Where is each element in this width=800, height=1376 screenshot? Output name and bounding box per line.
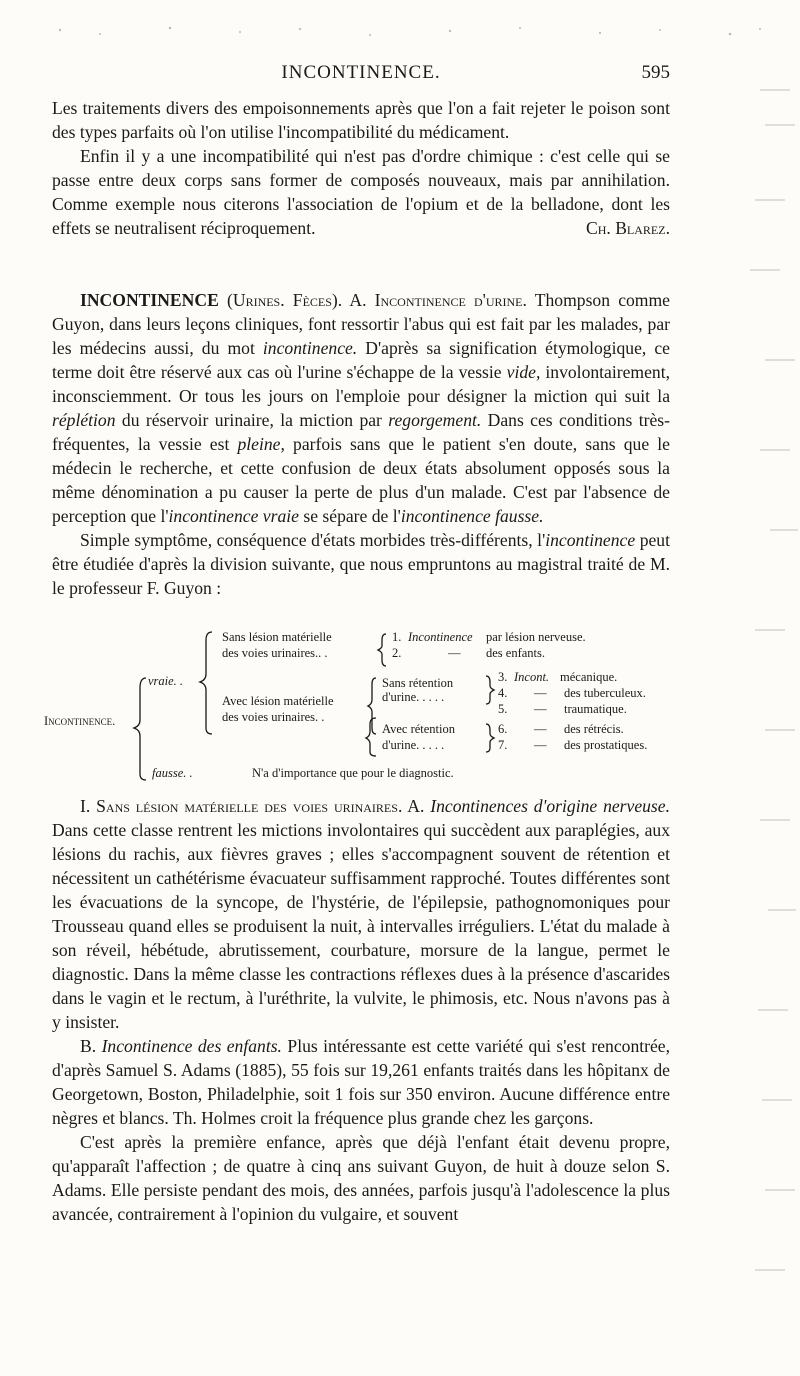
article-incontinence <box>52 288 670 600</box>
item-7-num: 7. <box>498 738 508 752</box>
section-title: Incontinences d'origine nerveuse. <box>430 796 670 816</box>
item-3-rest: mécanique. <box>560 670 618 684</box>
section-heading: B. <box>80 1036 97 1056</box>
item-1-rest: par lésion nerveuse. <box>486 630 586 644</box>
page-title: INCONTINENCE. <box>281 62 441 83</box>
item-4-dash: — <box>534 686 547 700</box>
item-6-num: 6. <box>498 722 508 736</box>
preceding-article-end <box>52 96 670 240</box>
item-7-rest: des prostatiques. <box>564 738 648 752</box>
sans-retention-1: Sans rétention <box>382 676 454 690</box>
running-header <box>52 62 670 92</box>
sans-lesion-1: Sans lésion matérielle <box>222 630 332 644</box>
avec-lesion-2: des voies urinaires. . <box>222 710 325 724</box>
avec-lesion-1: Avec lésion matérielle <box>222 694 334 708</box>
author-signature: Ch. Blarez. <box>586 218 670 238</box>
item-6-dash: — <box>534 722 547 736</box>
bleed-through-margin <box>740 30 800 1330</box>
class-vraie: vraie. . <box>148 674 184 688</box>
item-1-label: Incontinence <box>408 630 473 644</box>
class-root: Incontinence. <box>44 714 116 728</box>
item-4-rest: des tuberculeux. <box>564 686 646 700</box>
item-6-rest: des rétrécis. <box>564 722 624 736</box>
entry-subtitle: (Urines. Fèces). A. Incontinence d'urine. <box>227 290 527 310</box>
paragraph: C'est après la première enfance, après que déjà l'enfant était devenu propre, qu'apparaît l'affection ; de quatre à cinq ans suivant Guyon, de huit à douze selon S. Adams. Elle persiste pendant des mois, des années, parfois jusqu'à l'adolescence la plus avancée, contrairement à l'opinion du vulgaire, et souvent <box>52 1132 670 1224</box>
paragraph: Simple symptôme, conséquence d'états morbides très-différents, l'incontinence peut être étudiée d'après la division suivante, que nous empruntons au magistral traité de M. le professeur F. Guyon : <box>52 530 670 598</box>
section-title: Incontinence des enfants. <box>101 1036 282 1056</box>
sans-retention-2: d'urine. . . . . <box>382 690 445 704</box>
item-5-num: 5. <box>498 702 508 716</box>
item-4-num: 4. <box>498 686 508 700</box>
entry-headword: INCONTINENCE <box>80 290 219 310</box>
item-2-rest: des enfants. <box>486 646 546 660</box>
paragraph: INCONTINENCE (Urines. Fèces). A. Incontinence d'urine. Thompson comme Guyon, dans leurs leçons cliniques, font ressortir l'abus qui est fait par les malades, par les médecins aussi, du mot incontinence. D'après sa signification étymologique, ce terme doit être réservé aux cas où l'urine s'échappe de la vessie vide, involontairement, inconsciemment. Or tous les jours on l'emploie pour désigner la miction qui suit la réplétion du réservoir urinaire, la miction par regorgement. Dans ces conditions très-fréquentes, la vessie est pleine, parfois sans que le patient s'en doute, sans que le médecin le recherche, et cette confusion de deux états absolument opposés sous la même dénomination a pu causer la perte de plus d'un malade. C'est par l'absence de perception que l'incontinence vraie se sépare de l'incontinence fausse. <box>52 290 670 526</box>
class-fausse: fausse. . <box>152 766 193 780</box>
paragraph: I. Sans lésion matérielle des voies urinaires. A. Incontinences d'origine nerveuse. Dans cette classe rentrent les mictions involontaires qui succèdent aux paraplégies, aux lésions du rachis, aux fièvres graves ; elles s'accompagnent souvent de rétention et nécessitent un cathétérisme évacuateur suffisamment rapproché. Toutes différentes sont les évacuations de la syncope, de l'hystérie, de l'épilepsie, pathognomoniques pour Trousseau quand elles se produisent la nuit, à intervalles irréguliers. L'état du malade à son réveil, hébétude, abrutissement, courbature, morsure de la langue, permet le diagnostic. Dans la même classe les contractions réflexes dues à la présence d'ascarides dans le vagin et le rectum, à l'uréthrite, la vulvite, le phimosis, etc. Nous n'avons pas à y insister. <box>52 796 670 1032</box>
item-5-dash: — <box>534 702 547 716</box>
item-3-num: 3. <box>498 670 508 684</box>
item-2-num: 2. <box>392 646 402 660</box>
section-heading: I. Sans lésion matérielle des voies urinaires. A. <box>80 796 425 816</box>
article-sections <box>52 794 670 1226</box>
page-number: 595 <box>641 62 670 83</box>
item-2-dash: — <box>448 646 461 660</box>
paragraph: Enfin il y a une incompatibilité qui n'est pas d'ordre chimique : c'est celle qui se passe entre deux corps sans former de composés nouveaux, mais par annihilation. Comme exemple nous citerons l'association de l'opium et de la belladone, dont les effets se neutralisent réciproquement. Ch. Blarez. <box>52 146 670 238</box>
classification-table <box>40 628 680 788</box>
avec-retention-1: Avec rétention <box>382 722 455 736</box>
item-7-dash: — <box>534 738 547 752</box>
paragraph: Les traitements divers des empoisonnements après que l'on a fait rejeter le poison sont des types parfaits où l'on utilise l'incompatibilité du médicament. <box>52 98 670 142</box>
item-1-num: 1. <box>392 630 402 644</box>
page-edge-bleed <box>40 20 780 50</box>
sans-lesion-2: des voies urinaires.. . <box>222 646 328 660</box>
fausse-note: N'a d'importance que pour le diagnostic. <box>252 766 454 780</box>
avec-retention-2: d'urine. . . . . <box>382 738 445 752</box>
item-5-rest: traumatique. <box>564 702 627 716</box>
paragraph: B. Incontinence des enfants. Plus intéressante est cette variété qui s'est rencontrée, d'après Samuel S. Adams (1885), 55 fois sur 19,261 enfants traités dans les hôpitanx de Georgetown, Boston, Philadelphie, soit 1 fois sur 350 environ. Aucune différence entre nègres et blancs. Th. Holmes croit la fréquence plus grande chez les garçons. <box>52 1036 671 1128</box>
item-3-label: Incont. <box>514 670 550 684</box>
